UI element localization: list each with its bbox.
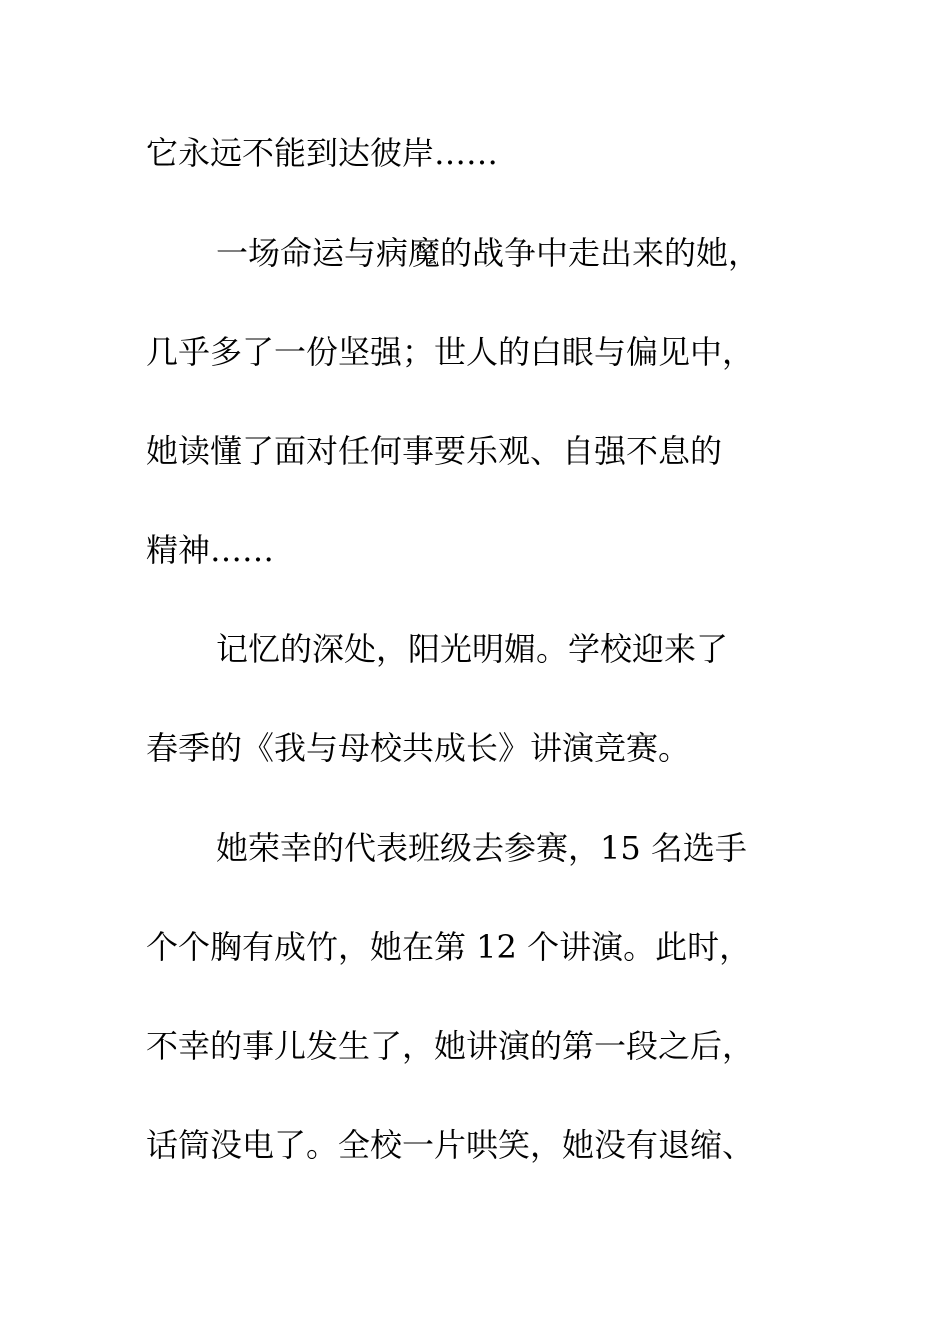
text-line: 春季的《我与母校共成长》讲演竞赛。 [146,729,691,767]
paragraph-start-line: 记忆的深处，阳光明媚。学校迎来了 [216,630,729,668]
text-line: 精神…… [146,531,275,569]
text-line: 它永远不能到达彼岸…… [146,134,499,172]
text-line: 话筒没电了。全校一片哄笑，她没有退缩、 [146,1126,755,1164]
paragraph-start-line: 一场命运与病魔的战争中走出来的她， [216,234,761,272]
text-line: 不幸的事儿发生了，她讲演的第一段之后， [146,1027,755,1065]
text-line: 个个胸有成竹，她在第 12 个讲演。此时， [146,928,752,966]
text-line: 她读懂了面对任何事要乐观、自强不息的 [146,432,723,470]
paragraph-start-line: 她荣幸的代表班级去参赛，15 名选手 [216,829,747,867]
text-line: 几乎多了一份坚强；世人的白眼与偏见中， [146,333,755,371]
